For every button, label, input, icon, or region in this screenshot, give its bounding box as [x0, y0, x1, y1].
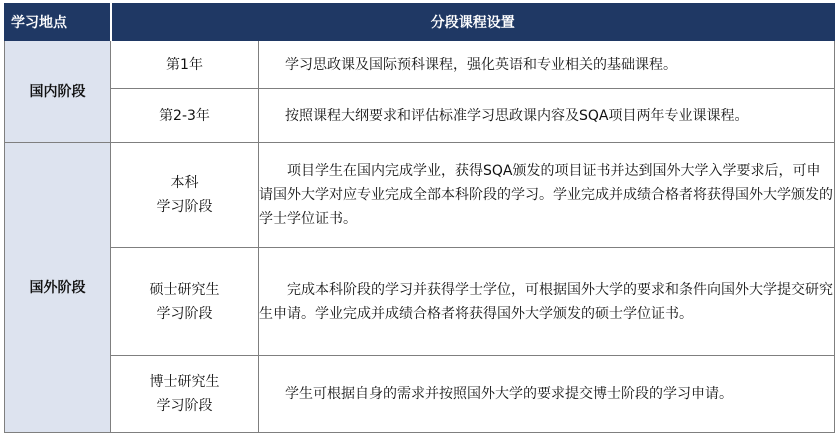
table-row	[5, 143, 835, 248]
table-row	[5, 41, 835, 89]
description-cell	[259, 41, 835, 89]
stage-overseas: 国外阶段	[5, 143, 111, 433]
description-text: 学生可根据自身的需求并按照国外大学的要求提交博士阶段的学习申请。	[285, 386, 733, 403]
description-text: 学习思政课及国际预科课程，强化英语和专业相关的基础课程。	[285, 56, 677, 73]
table-header-row	[5, 4, 835, 41]
table-row	[5, 248, 835, 356]
description-cell	[259, 89, 835, 143]
period-line: 学习阶段	[156, 199, 213, 216]
description-cell	[259, 356, 835, 433]
description-text: 按照课程大纲要求和评估标准学习思政课内容及SQA项目两年专业课课程。	[285, 107, 749, 124]
period-line: 硕士研究生	[149, 281, 220, 298]
period-cell	[111, 248, 259, 356]
period-cell	[111, 143, 259, 248]
table-row	[5, 89, 835, 143]
plan-column-header: 分段课程设置	[111, 4, 835, 41]
period-line: 博士研究生	[149, 374, 220, 391]
period-line: 学习阶段	[156, 305, 213, 322]
description-text: 完成本科阶段的学习并获得学士学位，可根据国外大学的要求和条件向国外大学提交研究生申请。学业完成并成绩合格者将获得国外大学颁发的硕士学位证书。	[259, 281, 833, 322]
stage-domestic: 国内阶段	[5, 41, 111, 143]
description-text: 项目学生在国内完成学业，获得SQA颁发的项目证书并达到国外大学入学要求后，可申请国外大学对应专业完成全部本科阶段的学习。学业完成并成绩合格者将获得国外大学颁发的学士学位证书。	[259, 163, 833, 228]
period-line: 本科	[170, 175, 199, 192]
period-cell: 第1年	[111, 41, 259, 89]
table-row	[5, 356, 835, 433]
period-cell: 第2-3年	[111, 89, 259, 143]
period-cell	[111, 356, 259, 433]
course-plan-table	[4, 3, 835, 433]
location-column-header: 学习地点	[5, 4, 111, 41]
description-cell	[259, 143, 835, 248]
period-line: 学习阶段	[156, 398, 213, 415]
description-cell	[259, 248, 835, 356]
